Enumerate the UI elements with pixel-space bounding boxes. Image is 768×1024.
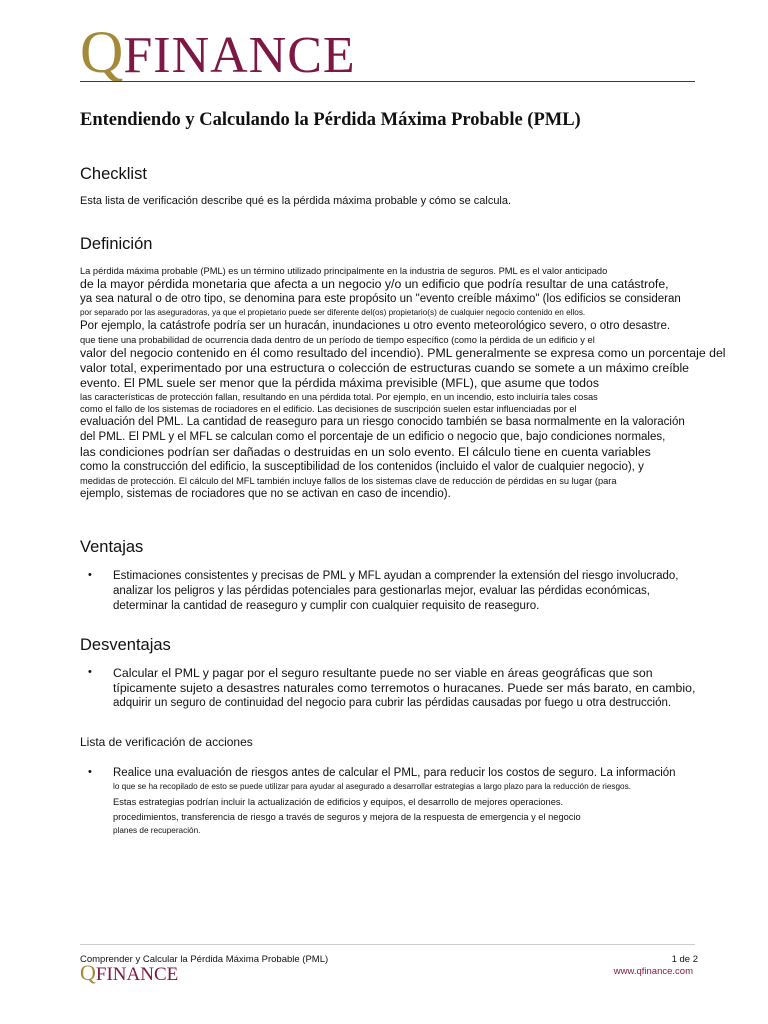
header-divider	[80, 81, 695, 82]
actions-text	[113, 766, 713, 838]
actions-line: Estas estrategias podrían incluir la actualización de edificios y equipos, el desarrollo de mejores operaciones.	[113, 797, 564, 807]
definition-line: de la mayor pérdida monetaria que afecta a un negocio y/o un edificio que podría resultar de una catástrofe,	[80, 277, 669, 291]
definition-line: evaluación del PML. La cantidad de reaseguro para un riesgo conocido también se basa normalmente en la valoración	[80, 416, 685, 428]
advantages-text	[113, 569, 713, 614]
definition-line: como la construcción del edificio, la susceptibilidad de los contenidos (incluido el valor de cualquier negocio), y	[80, 461, 644, 473]
advantages-heading: Ventajas	[80, 538, 144, 556]
actions-line: Realice una evaluación de riesgos antes de calcular el PML, para reducir los costos de seguro. La información	[113, 767, 676, 779]
actions-line: procedimientos, transferencia de riesgo a través de seguros y mejora de la respuesta de emergencia y el negocio	[113, 812, 581, 822]
footer-title: Comprender y Calcular la Pérdida Máxima Probable (PML)	[80, 954, 329, 965]
logo-q: Q	[80, 19, 124, 85]
bullet-icon: •	[88, 666, 92, 678]
disadvantages-line: típicamente sujeto a desastres naturales como terremotos o huracanes. Puede ser más barato, en cambio,	[113, 681, 696, 695]
definition-line: ejemplo, sistemas de rociadores que no se activan en caso de incendio).	[80, 488, 451, 500]
disadvantages-heading: Desventajas	[80, 636, 171, 654]
actions-line: planes de recuperación.	[113, 826, 201, 835]
definition-line: que tiene una probabilidad de ocurrencia dada dentro de un período de tiempo específico (como la pérdida de un edificio y el	[80, 335, 595, 345]
bullet-icon: •	[88, 569, 92, 581]
page-number: 1 de 2	[671, 954, 698, 965]
logo-finance: FINANCE	[123, 27, 356, 84]
footer-url-link[interactable]: www.qfinance.com	[613, 966, 693, 977]
definition-line: evento. El PML suele ser menor que la pérdida máxima previsible (MFL), que asume que todos	[80, 376, 600, 390]
actions-heading: Lista de verificación de acciones	[80, 735, 253, 749]
qfinance-logo	[80, 19, 356, 85]
definition-line: ya sea natural o de otro tipo, se denomina para este propósito un "evento creíble máximo" (los edificios se consideran	[80, 293, 681, 305]
definition-line: Por ejemplo, la catástrofe podría ser un huracán, inundaciones u otro evento meteorológico severo, o otro desastre.	[80, 320, 671, 332]
bullet-icon: •	[88, 766, 92, 778]
checklist-heading: Checklist	[80, 165, 147, 183]
footer-logo-q: Q	[80, 960, 96, 985]
document-title: Entendiendo y Calculando la Pérdida Máxima Probable (PML)	[80, 110, 581, 130]
definition-line: valor total, experimentado por una estructura o colección de estructuras cuando se somete a un máximo creíble	[80, 361, 690, 375]
disadvantages-text	[113, 666, 713, 711]
definition-line: La pérdida máxima probable (PML) es un término utilizado principalmente en la industria de seguros. PML es el valor anticipado	[80, 266, 608, 276]
definition-line: del PML. El PML y el MFL se calculan como el porcentaje de un edificio o negocio que, bajo condiciones normales,	[80, 431, 666, 443]
actions-line: lo que se ha recopilado de esto se puede utilizar para ayudar al asegurado a desarrollar estrategias a largo plazo para la reducción de riesgos.	[113, 782, 631, 791]
disadvantages-line: adquirir un seguro de continuidad del negocio para cubrir las pérdidas causadas por fuego u otra destrucción.	[113, 697, 672, 709]
definition-line: valor del negocio contenido en él como resultado del incendio). PML generalmente se expresa como un porcentaje del	[80, 346, 726, 360]
footer-logo-finance: FINANCE	[95, 964, 179, 985]
definition-line: por separado por las aseguradoras, ya que el propietario puede ser diferente del(os) propietario(s) de cualquier negocio contenido en ellos.	[80, 308, 586, 317]
advantages-line: determinar la cantidad de reaseguro y cumplir con cualquier requisito de reaseguro.	[113, 600, 540, 612]
disadvantages-line: Calcular el PML y pagar por el seguro resultante puede no ser viable en áreas geográficas que son	[113, 666, 653, 680]
checklist-intro: Esta lista de verificación describe qué es la pérdida máxima probable y cómo se calcula.	[80, 195, 512, 207]
definition-line: las condiciones podrían ser dañadas o destruidas en un solo evento. El cálculo tiene en cuenta variables	[80, 445, 651, 459]
footer-divider	[80, 944, 695, 945]
definition-line: las características de protección fallan, resultando en una pérdida total. Por ejemplo, en un incendio, esto incluiría tales cosas	[80, 392, 598, 402]
definition-line: como el fallo de los sistemas de rociadores en el edificio. Las decisiones de suscripción suelen estar influenciadas por el	[80, 404, 577, 414]
definition-heading: Definición	[80, 235, 153, 253]
advantages-line: Estimaciones consistentes y precisas de PML y MFL ayudan a comprender la extensión del riesgo involucrado,	[113, 570, 679, 582]
advantages-line: analizar los peligros y las pérdidas potenciales para gestionarlas mejor, evaluar las pérdidas económicas,	[113, 585, 650, 597]
footer-logo	[80, 962, 178, 984]
definition-body	[80, 265, 726, 502]
definition-line: medidas de protección. El cálculo del MFL también incluye fallos de los sistemas clave de reducción de pérdidas en su lugar (para	[80, 476, 617, 486]
